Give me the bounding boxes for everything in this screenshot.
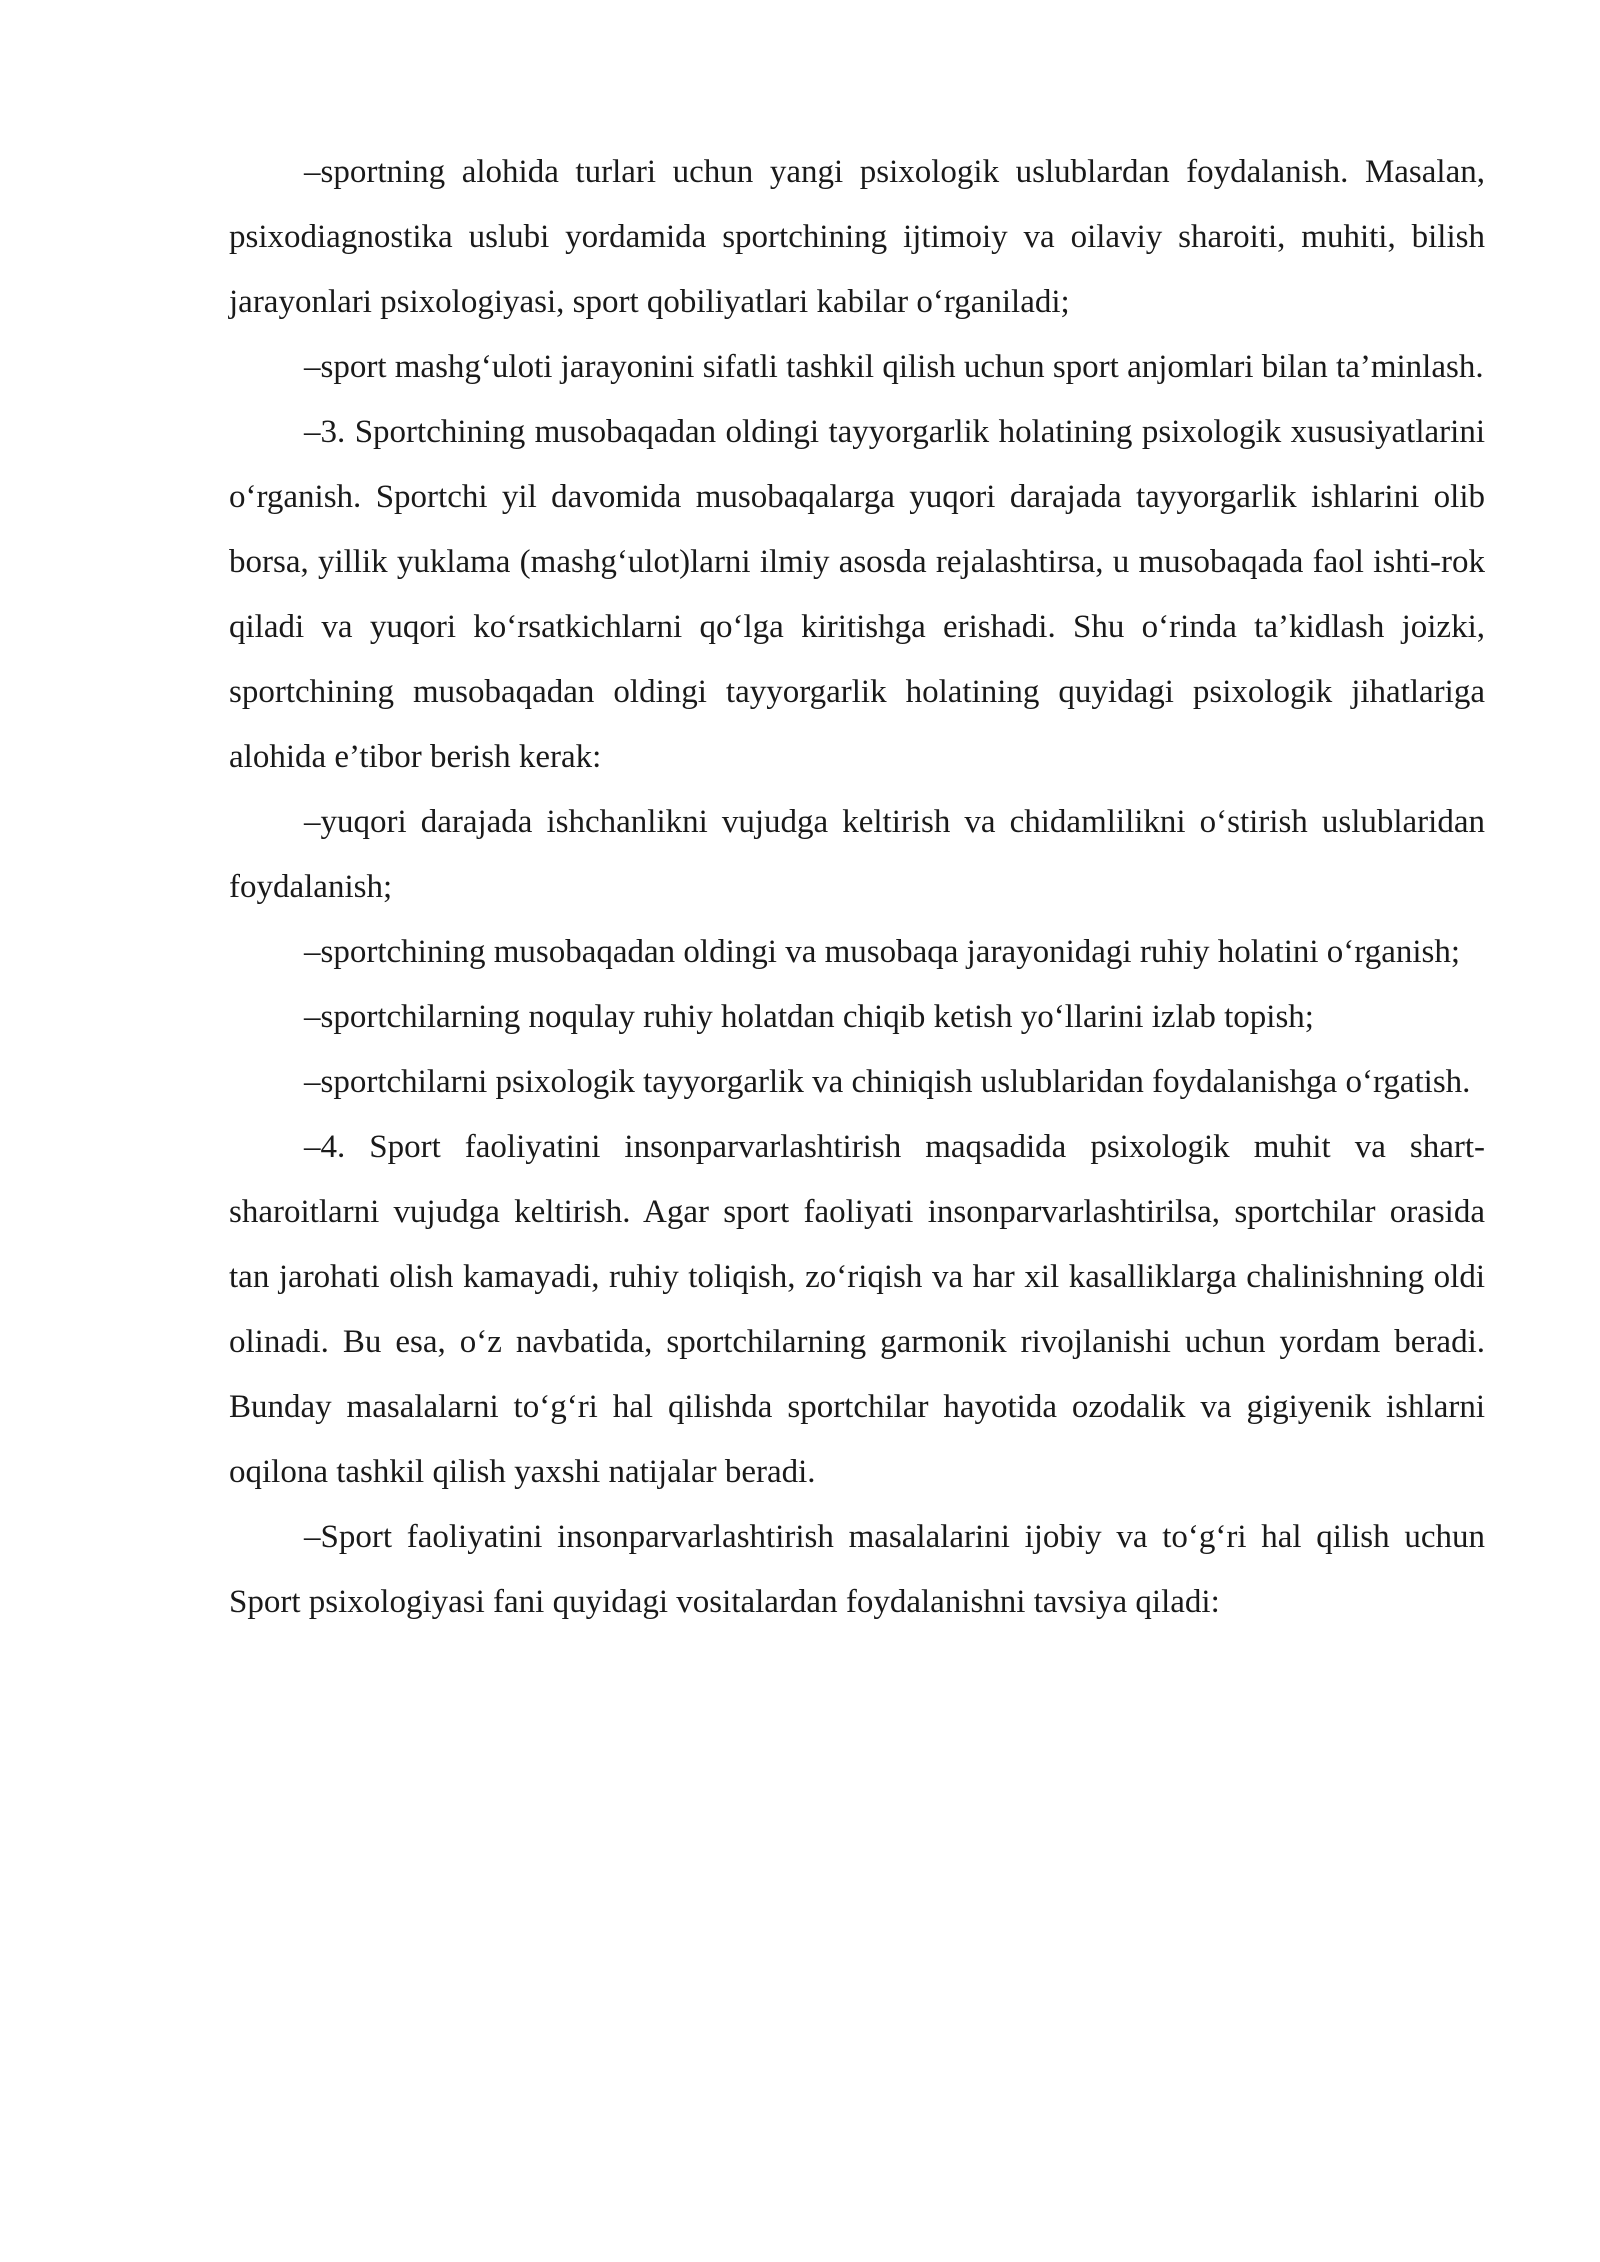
paragraph-7: –sportchilarni psixologik tayyorgarlik va chiniqish uslublaridan foydalanishga oʻrgatish. xyxy=(304,1064,1471,1100)
paragraph-2: –sport mashgʻuloti jarayonini sifatli tashkil qilish uchun sport anjomlari bilan ta’minlash. xyxy=(304,349,1484,385)
body-text xyxy=(229,140,1485,1635)
paragraph-6: –sportchilarning noqulay ruhiy holatdan chiqib ketish yoʻllarini izlab topish; xyxy=(304,999,1314,1035)
paragraph-4: –yuqori darajada ishchanlikni vujudga keltirish va chidamlilikni oʻstirish uslublaridan foydalanish; xyxy=(229,804,1485,905)
paragraph-1: –sportning alohida turlari uchun yangi psixologik uslublardan foydalanish. Masalan, psixodiagnostika uslubi yordamida sportchining ijtimoiy va oilaviy sharoiti, muhiti, bilish jarayonlari psixologiyasi, sport qobiliyatlari kabilar oʻrganiladi; xyxy=(229,154,1485,320)
paragraph-5: –sportchining musobaqadan oldingi va musobaqa jarayonidagi ruhiy holatini oʻrganish; xyxy=(304,934,1461,970)
paragraph-8: –4. Sport faoliyatini insonparvarlashtirish maqsadida psixologik muhit va shart-sharoitlarni vujudga keltirish. Agar sport faoliyati insonparvarlashtirilsa, sportchilar orasida tan jarohati olish kamayadi, ruhiy toliqish, zoʻriqish va har xil kasalliklarga chalinishning oldi olinadi. Bu esa, oʻz navbatida, sportchilarning garmonik rivojlanishi uchun yordam beradi. Bunday masalalarni toʻgʻri hal qilishda sportchilar hayotida ozodalik va gigiyenik ishlarni oqilona tashkil qilish yaxshi natijalar beradi. xyxy=(229,1129,1485,1490)
paragraph-3: –3. Sportchining musobaqadan oldingi tayyorgarlik holatining psixologik xususiyatlarini oʻrganish. Sportchi yil davomida musobaqalarga yuqori darajada tayyorgarlik ishlarini olib borsa, yillik yuklama (mashgʻulot)larni ilmiy asosda rejalashtirsa, u musobaqada faol ishti-rok qiladi va yuqori koʻrsatkichlarni qoʻlga kiritishga erishadi. Shu oʻrinda ta’kidlash joizki, sportchining musobaqadan oldingi tayyorgarlik holatining quyidagi psixologik jihatlariga alohida e’tibor berish kerak: xyxy=(229,414,1485,775)
paragraph-9: –Sport faoliyatini insonparvarlashtirish masalalarini ijobiy va toʻgʻri hal qilish uchun Sport psixologiyasi fani quyidagi vositalardan foydalanishni tavsiya qiladi: xyxy=(229,1519,1485,1620)
